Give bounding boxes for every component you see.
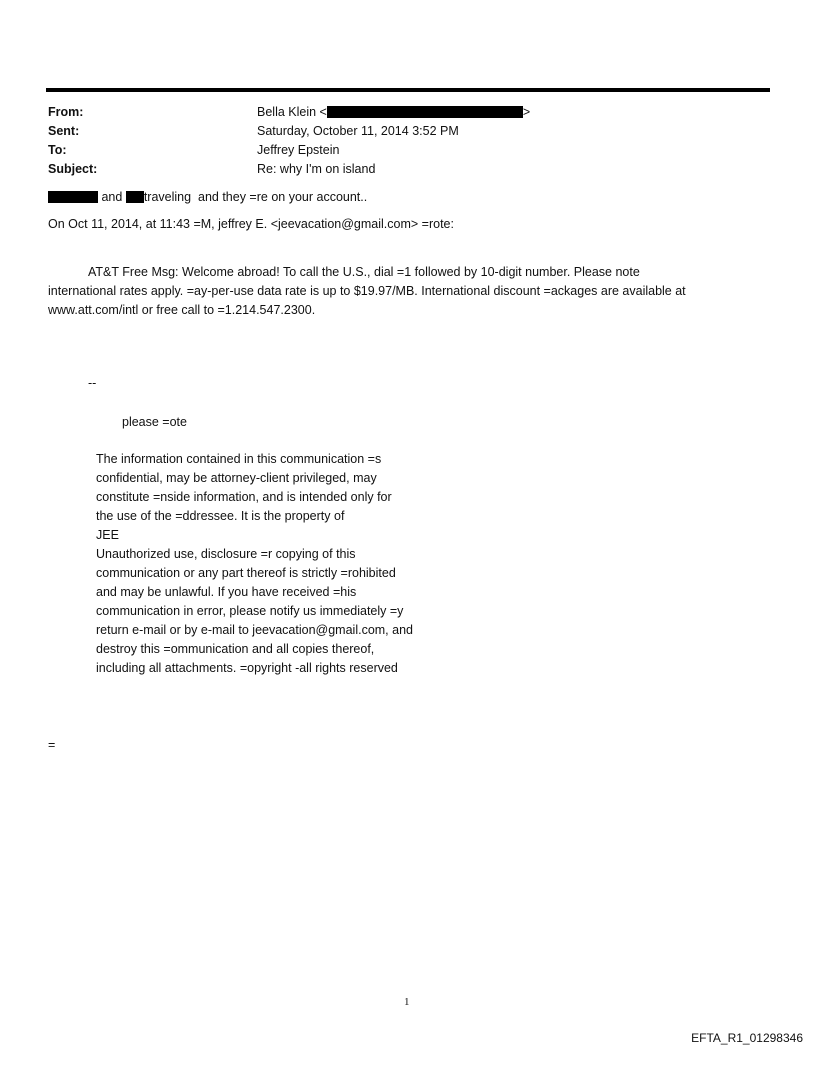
disclaimer-line: JEE — [96, 528, 119, 542]
sent-label: Sent: — [48, 124, 80, 138]
to-value: Jeffrey Epstein — [257, 143, 340, 157]
att-line: www.att.com/intl or free call to =1.214.547.2300. — [48, 303, 316, 317]
sent-value: Saturday, October 11, 2014 3:52 PM — [257, 124, 459, 138]
reply-text: traveling and they =re on your account.. — [143, 190, 368, 204]
disclaimer-line: return e-mail or by e-mail to jeevacation@gmail.com, and — [96, 623, 413, 637]
subject-label: Subject: — [48, 162, 98, 176]
disclaimer-line: Unauthorized use, disclosure =r copying of this — [96, 547, 356, 561]
disclaimer-line: communication in error, please notify us immediately =y — [96, 604, 404, 618]
disclaimer-line: constitute =nside information, and is intended only for — [96, 490, 392, 504]
quote-intro: On Oct 11, 2014, at 11:43 =M, jeffrey E. <jeevacation@gmail.com> =rote: — [48, 217, 454, 231]
att-message — [48, 263, 686, 320]
reply-and: and — [98, 190, 126, 204]
disclaimer-line: destroy this =ommunication and all copies thereof, — [96, 642, 375, 656]
redaction-block — [327, 106, 523, 118]
att-line: international rates apply. =ay-per-use data rate is up to $19.97/MB. International discount =ackages are available at — [48, 284, 686, 298]
att-line: AT&T Free Msg: Welcome abroad! To call the U.S., dial =1 followed by 10-digit number. Please note — [88, 265, 640, 279]
sender-name: Bella Klein < — [257, 105, 327, 119]
disclaimer-line: confidential, may be attorney-client privileged, may — [96, 471, 377, 485]
page-number: 1 — [404, 996, 410, 1008]
from-value — [257, 105, 530, 119]
to-label: To: — [48, 143, 67, 157]
reply-line — [48, 190, 367, 204]
disclaimer-line: communication or any part thereof is strictly =rohibited — [96, 566, 396, 580]
subject-value: Re: why I'm on island — [257, 162, 376, 176]
from-label: From: — [48, 105, 84, 119]
disclaimer-line: including all attachments. =opyright -all rights reserved — [96, 661, 398, 675]
disclaimer — [96, 450, 413, 678]
signature-dash: -- — [88, 376, 97, 390]
header-rule — [46, 88, 770, 92]
please-note: please =ote — [122, 415, 187, 429]
redaction-block — [48, 191, 98, 203]
disclaimer-line: The information contained in this communication =s — [96, 452, 382, 466]
disclaimer-line: and may be unlawful. If you have received =his — [96, 585, 357, 599]
trailing-equals: = — [48, 738, 56, 752]
document-id: EFTA_R1_01298346 — [691, 1031, 803, 1045]
email-close-bracket: > — [522, 105, 531, 119]
redaction-block — [126, 191, 144, 203]
disclaimer-line: the use of the =ddressee. It is the property of — [96, 509, 345, 523]
